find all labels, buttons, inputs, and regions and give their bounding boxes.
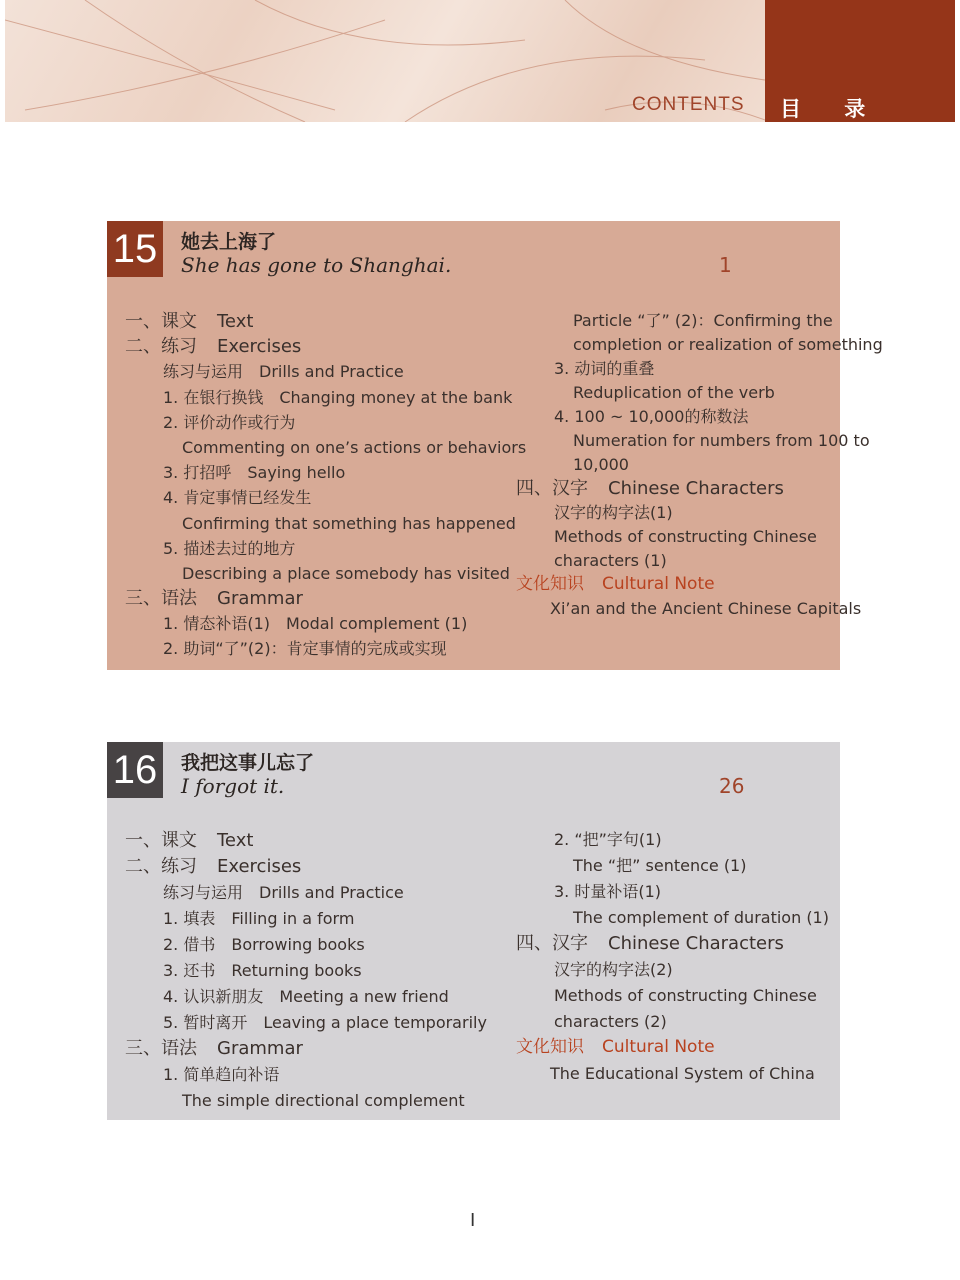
lesson-15[interactable] (107, 221, 883, 670)
heading-cn: 一、课文 (125, 311, 197, 332)
heading-en: Grammar (217, 1038, 303, 1059)
left-column (125, 309, 526, 662)
heading-cn: 文化知识 (516, 574, 584, 594)
toc-entry[interactable]: 3. 时量补语(1) (554, 882, 662, 901)
heading-cn: 四、汉字 (516, 478, 588, 499)
section-heading[interactable] (125, 828, 487, 854)
heading-cn: 一、课文 (125, 830, 197, 851)
heading-cn: 三、语法 (125, 588, 197, 610)
toc-entry[interactable]: 3. 动词的重叠 (554, 359, 655, 378)
toc-entry[interactable]: Commenting on one’s actions or behaviors (182, 437, 527, 457)
section-heading[interactable] (125, 586, 526, 611)
toc-entry[interactable]: 2. 助词“了”(2)：肯定事情的完成或实现 (163, 639, 447, 659)
toc-entry[interactable]: Particle “了” (2)：Confirming the (573, 311, 833, 330)
toc-entry[interactable]: completion or realization of something (573, 335, 883, 354)
toc-entry[interactable]: 2. 评价动作或行为 (163, 412, 296, 432)
toc-entry[interactable]: The complement of duration (1) (573, 908, 829, 927)
toc-entry[interactable]: 练习与运用 Drills and Practice (163, 362, 404, 382)
toc-entry[interactable]: 4. 认识新朋友 Meeting a new friend (163, 987, 449, 1006)
toc-entry[interactable]: characters (2) (554, 1012, 667, 1031)
toc-entry[interactable]: Confirming that something has happened (182, 513, 516, 533)
lesson-title-cn[interactable]: 她去上海了 (181, 231, 277, 253)
heading-cn: 二、练习 (125, 336, 197, 358)
heading-en: Exercises (217, 856, 302, 877)
section-heading[interactable] (125, 334, 526, 359)
toc-entry[interactable]: 汉字的构字法(1) (554, 503, 673, 522)
toc-entry[interactable]: 5. 描述去过的地方 (163, 538, 296, 558)
lesson-number: 16 (107, 742, 163, 798)
toc-entry[interactable]: The Educational System of China (550, 1064, 815, 1083)
toc-entry[interactable]: 1. 在银行换钱 Changing money at the bank (163, 387, 513, 407)
toc-entry[interactable]: 4. 肯定事情已经发生 (163, 488, 312, 508)
heading-cn: 文化知识 (516, 1037, 584, 1057)
toc-entry[interactable]: The “把” sentence (1) (573, 856, 747, 875)
heading-en: Cultural Note (602, 574, 715, 594)
toc-entry[interactable]: 1. 简单趋向补语 (163, 1065, 280, 1084)
heading-en: Chinese Characters (608, 933, 784, 954)
toc-entry[interactable]: 2. 借书 Borrowing books (163, 935, 365, 954)
toc-entry[interactable]: 练习与运用 Drills and Practice (163, 883, 404, 902)
toc-entry[interactable]: characters (1) (554, 551, 667, 570)
cultural-note-heading[interactable] (516, 1035, 829, 1061)
lesson-16[interactable] (107, 742, 840, 1120)
heading-cn: 三、语法 (125, 1038, 197, 1059)
right-column (516, 827, 829, 1087)
lesson-title-en[interactable]: She has gone to Shanghai. (181, 253, 452, 277)
toc-entry[interactable]: 3. 打招呼 Saying hello (163, 463, 346, 483)
cultural-note-heading[interactable] (516, 572, 883, 596)
toc-entry[interactable]: 1. 填表 Filling in a form (163, 909, 355, 928)
mulu-label: 目 录 (780, 97, 884, 121)
toc-entry[interactable]: 5. 暂时离开 Leaving a place temporarily (163, 1013, 487, 1032)
toc-entry[interactable]: 2. “把”字句(1) (554, 830, 662, 849)
lesson-page-number: 26 (719, 774, 745, 798)
section-heading[interactable] (125, 309, 526, 334)
heading-en: Exercises (217, 336, 302, 358)
toc-entry[interactable]: Methods of constructing Chinese (554, 986, 817, 1005)
toc-entry[interactable]: Methods of constructing Chinese (554, 527, 817, 546)
heading-en: Grammar (217, 588, 303, 610)
toc-entry[interactable]: 4. 100 ~ 10,000的称数法 (554, 407, 749, 426)
heading-en: Chinese Characters (608, 478, 784, 499)
toc-entry[interactable]: The simple directional complement (182, 1091, 465, 1110)
contents-label: CONTENTS (632, 94, 745, 115)
toc-entry[interactable]: 3. 还书 Returning books (163, 961, 362, 980)
page-number: I (470, 1210, 476, 1231)
lesson-title-cn[interactable]: 我把这事儿忘了 (181, 752, 315, 774)
heading-en: Text (217, 311, 254, 332)
toc-entry[interactable]: Numeration for numbers from 100 to (573, 431, 870, 450)
left-column (125, 828, 487, 1114)
heading-cn: 四、汉字 (516, 933, 588, 954)
lesson-number: 15 (107, 221, 163, 277)
heading-cn: 二、练习 (125, 856, 197, 877)
section-heading[interactable] (125, 1036, 487, 1062)
toc-entry[interactable]: Describing a place somebody has visited (182, 563, 510, 583)
heading-en: Text (217, 830, 254, 851)
section-heading[interactable] (125, 854, 487, 880)
toc-entry[interactable]: 汉字的构字法(2) (554, 960, 673, 979)
right-column (516, 308, 883, 620)
toc-entry[interactable]: Xi’an and the Ancient Chinese Capitals (550, 599, 862, 618)
section-heading[interactable] (516, 476, 883, 500)
toc-entry[interactable]: Reduplication of the verb (573, 383, 775, 402)
toc-entry[interactable]: 10,000 (573, 455, 629, 474)
lesson-title-en[interactable]: I forgot it. (181, 774, 285, 798)
toc-entry[interactable]: 1. 情态补语(1) Modal complement (1) (163, 614, 468, 634)
heading-en: Cultural Note (602, 1037, 715, 1057)
section-heading[interactable] (516, 931, 829, 957)
lesson-page-number: 1 (719, 253, 732, 277)
